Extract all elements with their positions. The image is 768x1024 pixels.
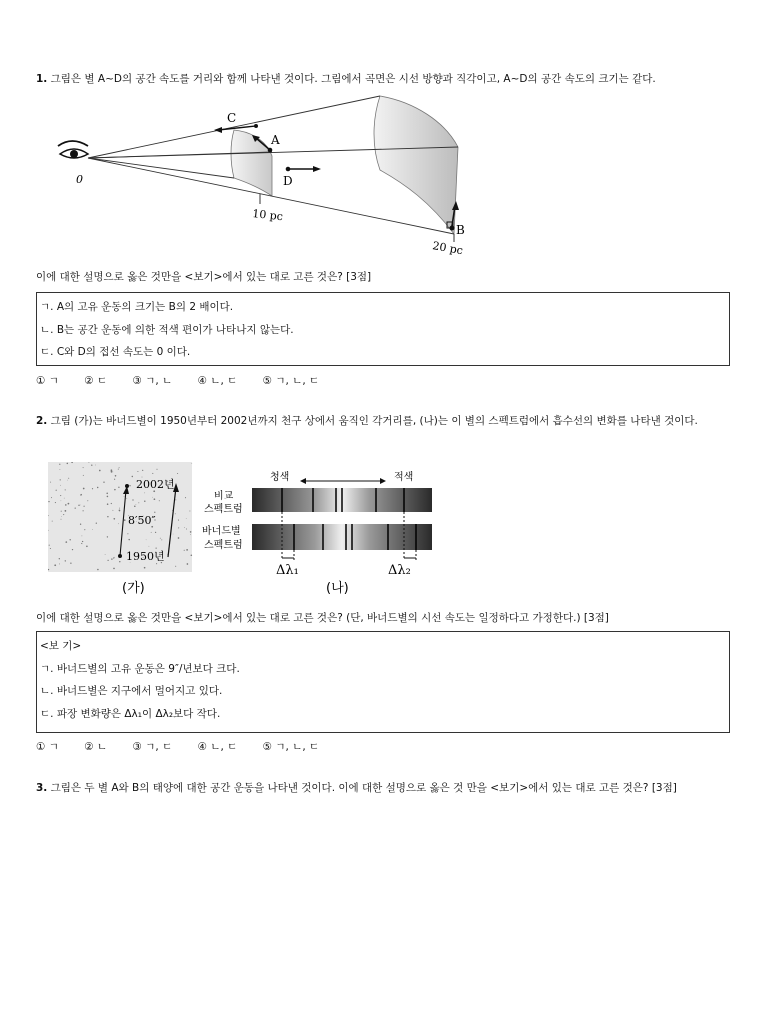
star-dot: [129, 485, 130, 486]
q2-choice-3[interactable]: ③ ㄱ, ㄷ: [132, 741, 173, 753]
star-dot: [48, 530, 49, 531]
star-dot: [68, 478, 69, 479]
q2-delta-lambda-2: Δλ₂: [388, 563, 411, 578]
star-dot: [114, 489, 116, 491]
star-dot: [86, 545, 88, 547]
star-dot: [65, 510, 67, 512]
star-dot: [118, 523, 119, 524]
q1-prompt: 이에 대한 설명으로 옳은 것만을 <보기>에서 있는 대로 고른 것은? [3점]: [36, 271, 372, 283]
q2-year-2002: 2002년: [136, 478, 175, 491]
star-dot: [59, 469, 60, 470]
star-dot: [152, 473, 153, 474]
star-dot: [113, 472, 114, 473]
q1-choices: [36, 373, 341, 388]
star-dot: [91, 465, 92, 466]
q1-choice-3[interactable]: ③ ㄱ, ㄴ: [132, 375, 173, 387]
star-dot: [99, 470, 101, 472]
star-dot: [173, 534, 174, 535]
star-dot: [151, 532, 152, 533]
star-dot: [119, 561, 120, 562]
star-dot: [65, 489, 66, 490]
star-dot: [83, 510, 84, 511]
star-dot: [67, 480, 68, 481]
star-dot: [124, 496, 125, 497]
star-dot: [72, 549, 73, 550]
q2-year-1950: 1950년: [126, 550, 165, 563]
q2-figure-ga: [48, 462, 194, 600]
star-dot: [142, 470, 143, 471]
star-dot: [161, 539, 162, 540]
star-dot: [64, 498, 65, 499]
q1-choice-5[interactable]: ⑤ ㄱ, ㄴ, ㄷ: [262, 375, 320, 387]
q2-choice-4[interactable]: ④ ㄴ, ㄷ: [197, 741, 238, 753]
star-dot: [107, 536, 108, 537]
star-dot: [186, 549, 188, 551]
star-dot: [60, 485, 61, 486]
star-dot: [52, 521, 53, 522]
q2-prompt: 이에 대한 설명으로 옳은 것만을 <보기>에서 있는 대로 고른 것은? (단, 바너드별의 시선 속도는 일정하다고 가정한다.) [3점]: [36, 612, 609, 624]
star-dot: [59, 563, 60, 564]
star-dot: [115, 475, 117, 477]
q1-option-2: ㄴ. B는 공간 운동에 의한 적색 편이가 나타나지 않는다.: [40, 323, 294, 336]
star-dot: [178, 527, 179, 528]
star-dot: [105, 554, 106, 555]
star-dot: [134, 505, 136, 507]
q1-label-a: A: [271, 133, 280, 147]
star-dot: [191, 463, 192, 464]
star-dot: [97, 569, 99, 571]
star-dot: [152, 497, 153, 498]
star-dot: [155, 532, 156, 533]
star-dot: [69, 539, 70, 540]
star-dot: [114, 557, 115, 558]
star-dot: [175, 566, 176, 567]
star-dot: [132, 499, 133, 500]
star-dot: [67, 463, 69, 465]
star-dot: [184, 550, 185, 551]
star-dot: [60, 495, 61, 496]
star-dot: [92, 529, 93, 530]
star-dot: [56, 490, 57, 491]
star-dot: [186, 518, 187, 519]
star-dot: [81, 543, 82, 544]
star-dot: [83, 488, 85, 490]
star-dot: [144, 567, 146, 569]
star-dot: [80, 505, 81, 506]
q3-number: 3.: [36, 782, 48, 794]
star-dot: [178, 537, 180, 539]
q1-label-20pc: 20 pc: [431, 239, 464, 258]
star-dot: [154, 498, 156, 500]
star-dot: [113, 557, 114, 558]
star-dot: [63, 514, 64, 515]
q2-figure-na: [196, 468, 440, 600]
q1-option-1: ㄱ. A의 고유 운동의 크기는 B의 2 배이다.: [40, 301, 234, 313]
star-dot: [82, 541, 83, 542]
star-dot: [60, 479, 61, 480]
q2-label-blue: 청색: [270, 472, 290, 483]
q1-label-b: B: [456, 223, 465, 237]
star-dot: [190, 531, 192, 533]
q2-angle: 8′50″: [128, 514, 156, 527]
star-dot: [111, 471, 113, 473]
star-dot: [84, 529, 85, 530]
star-dot: [55, 502, 56, 503]
star-dot: [80, 495, 81, 496]
q2-barnard-1: 바너드별: [202, 526, 241, 537]
star-dot: [50, 548, 51, 549]
star-dot: [154, 512, 155, 513]
q2-choice-2[interactable]: ② ㄴ: [84, 741, 108, 753]
star-dot: [172, 510, 173, 511]
q2-caption-na: (나): [326, 581, 349, 596]
star-dot: [50, 482, 51, 483]
star-dot: [107, 503, 109, 505]
star-dot: [92, 488, 93, 489]
star-dot: [137, 471, 138, 472]
q1-label-10pc: 10 pc: [251, 207, 284, 224]
q2-compare-2: 스펙트럼: [204, 504, 243, 515]
star-dot: [186, 529, 187, 530]
star-dot: [177, 473, 178, 474]
q2-option-1: ㄱ. 바너드별의 고유 운동은 9″/년보다 크다.: [40, 662, 240, 675]
q2-stem: [36, 412, 736, 431]
q2-box-title: <보 기>: [40, 640, 82, 652]
star-dot: [185, 497, 186, 498]
star-dot: [87, 500, 88, 501]
q1-choice-2[interactable]: ② ㄷ: [84, 375, 108, 387]
star-dot: [156, 563, 157, 564]
q2-number: 2.: [36, 415, 48, 427]
star-dot: [65, 541, 67, 543]
star-dot: [75, 507, 76, 508]
star-dot: [132, 476, 133, 477]
star-dot: [119, 467, 120, 468]
star-dot: [51, 497, 52, 498]
star-dot: [54, 564, 56, 566]
star-dot: [80, 524, 81, 525]
star-dot: [144, 501, 145, 502]
star-dot: [190, 534, 191, 535]
q2-label-red: 적색: [394, 472, 414, 483]
star-dot: [175, 513, 176, 514]
star-dot: [146, 539, 147, 540]
q2-barnard-2: 스펙트럼: [204, 540, 243, 551]
q2-text: 그림 (가)는 바너드별이 1950년부터 2002년까지 천구 상에서 움직인 각거리를, (나)는 이 별의 스펙트럼에서 흡수선의 변화를 나타낸 것이다.: [50, 415, 698, 427]
q1-label-origin: 0: [76, 173, 83, 186]
star-dot: [118, 469, 119, 470]
star-dot: [111, 503, 112, 504]
star-dot: [59, 464, 60, 465]
star-dot: [138, 502, 139, 503]
star-dot: [61, 511, 62, 512]
q1-far-surface: [374, 96, 458, 234]
star-dot: [175, 499, 176, 500]
q1-option-box: [36, 292, 730, 366]
star-dot: [61, 516, 62, 517]
star-dot: [113, 568, 115, 570]
q2-caption-ga: (가): [122, 581, 145, 596]
q2-option-box: [36, 631, 730, 733]
star-dot: [48, 501, 49, 502]
star-dot: [189, 511, 190, 512]
star-dot: [118, 487, 119, 488]
q2-option-3: ㄷ. 파장 변화량은 Δλ₁이 Δλ₂보다 작다.: [40, 707, 221, 720]
q1-text: 그림은 별 A~D의 공간 속도를 거리와 함께 나타낸 것이다. 그림에서 곡면은 시선 방향과 직각이고, A~D의 공간 속도의 크기는 같다.: [50, 73, 656, 85]
star-dot: [107, 516, 108, 517]
star-dot: [82, 536, 83, 537]
q3-text: 그림은 두 별 A와 B의 태양에 대한 공간 운동을 나타낸 것이다. 이에 대한 설명으로 옳은 것 만을 <보기>에서 있는 대로 고른 것은? [3점]: [50, 782, 677, 794]
star-dot: [178, 520, 179, 521]
star-dot: [136, 504, 137, 505]
q2-choice-1[interactable]: ① ㄱ: [36, 741, 59, 753]
q1-figure: [50, 92, 490, 262]
q1-option-3: ㄷ. C와 D의 접선 속도는 0 이다.: [40, 346, 191, 358]
star-dot: [83, 467, 84, 468]
star-dot: [124, 519, 126, 521]
star-dot: [83, 506, 84, 507]
q2-barnard-spectrum: [252, 524, 432, 550]
q1-stem: [36, 70, 736, 89]
star-dot: [65, 560, 66, 561]
star-dot: [70, 563, 71, 564]
star-dot: [107, 496, 109, 498]
star-dot: [128, 539, 129, 540]
star-dot: [127, 533, 128, 534]
star-dot: [187, 563, 189, 565]
q2-delta-lambda-1: Δλ₁: [276, 563, 299, 578]
star-dot: [149, 546, 150, 547]
star-dot: [156, 469, 157, 470]
star-dot: [49, 545, 50, 546]
star-dot: [97, 487, 98, 488]
star-dot: [59, 558, 60, 559]
q2-compare-1: 비교: [214, 491, 234, 502]
star-dot: [68, 503, 70, 505]
q1-choice-4[interactable]: ④ ㄴ, ㄷ: [197, 375, 238, 387]
star-dot: [144, 493, 145, 494]
q1-label-d: D: [283, 174, 293, 188]
star-dot: [111, 469, 113, 471]
star-dot: [103, 482, 104, 483]
star-dot: [65, 504, 67, 506]
star-dot: [160, 538, 161, 539]
q1-number: 1.: [36, 73, 48, 85]
star-dot: [95, 465, 96, 466]
star-dot: [119, 508, 120, 509]
q1-choice-1[interactable]: ① ㄱ: [36, 375, 59, 387]
star-dot: [107, 560, 108, 561]
star-dot: [96, 523, 97, 524]
star-dot: [111, 558, 112, 559]
star-dot: [106, 493, 108, 495]
q1-label-c: C: [227, 111, 237, 125]
star-dot: [184, 527, 185, 528]
star-dot: [61, 500, 62, 501]
q2-option-2: ㄴ. 바너드별은 지구에서 멀어지고 있다.: [40, 685, 223, 697]
star-dot: [114, 479, 115, 480]
q2-choices: [36, 739, 341, 754]
star-dot: [83, 475, 84, 476]
star-dot: [119, 510, 120, 511]
star-dot: [113, 518, 115, 520]
star-dot: [61, 519, 62, 520]
star-dot: [156, 548, 157, 549]
q1-near-surface: [231, 130, 272, 196]
star-dot: [78, 505, 79, 506]
star-dot: [126, 498, 127, 499]
star-dot: [159, 500, 160, 501]
q2-choice-5[interactable]: ⑤ ㄱ, ㄴ, ㄷ: [262, 741, 320, 753]
eye-icon: [58, 141, 88, 158]
q3-stem: [36, 779, 736, 798]
star-dot: [112, 510, 113, 511]
star-dot: [191, 555, 193, 557]
